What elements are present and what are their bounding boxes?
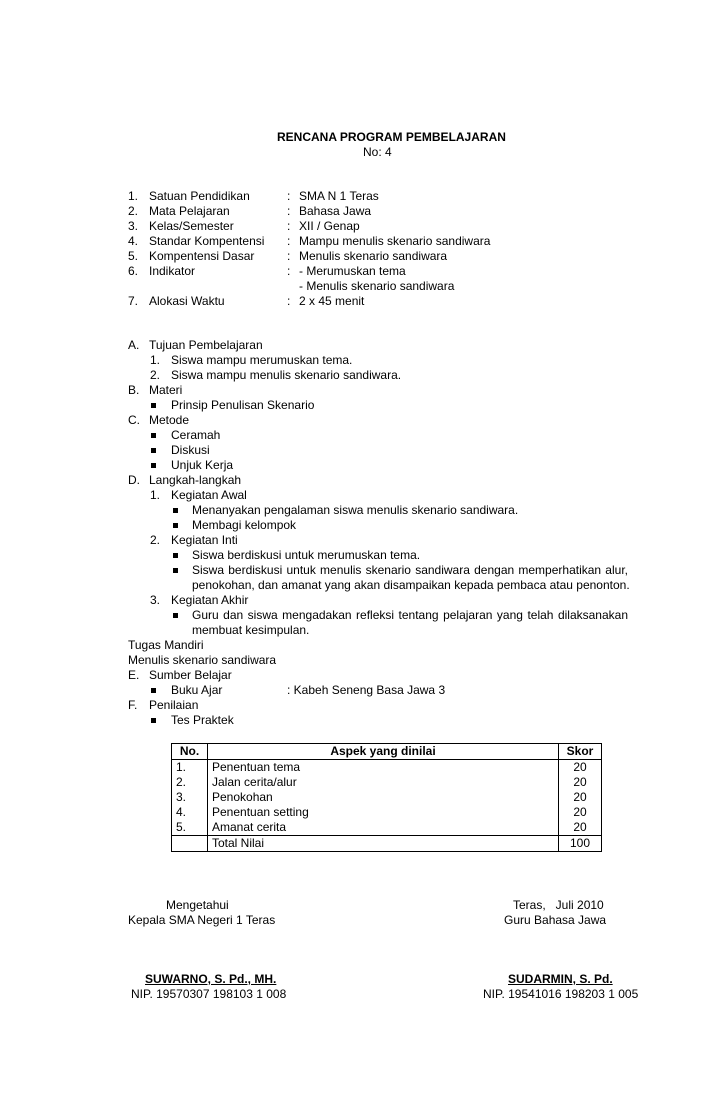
table-total-row	[172, 836, 602, 852]
list-item: Tes Praktek	[171, 713, 234, 727]
identity-value: Mampu menulis skenario sandiwara	[299, 234, 491, 248]
section-letter: D.	[128, 473, 140, 487]
signature-caption: Mengetahui	[166, 898, 229, 912]
cell-skor: 20	[559, 790, 602, 805]
identity-value: - Merumuskan tema	[299, 264, 406, 278]
identity-value: XII / Genap	[299, 219, 360, 233]
column-header: Aspek yang dinilai	[208, 744, 559, 760]
bullet-icon	[151, 448, 156, 453]
bullet-icon	[173, 508, 178, 513]
bullet-icon	[151, 688, 156, 693]
signature-nip: NIP. 19541016 198203 1 005	[483, 987, 639, 1001]
table-row	[172, 820, 602, 836]
cell-aspek: Penentuan setting	[208, 805, 559, 820]
step-number: 1.	[150, 488, 161, 502]
identity-num: 5.	[128, 249, 139, 263]
bullet-icon	[151, 718, 156, 723]
list-item: Buku Ajar	[171, 683, 223, 697]
signature-role: Guru Bahasa Jawa	[504, 913, 607, 927]
bullet-icon	[151, 433, 156, 438]
identity-num: 4.	[128, 234, 139, 248]
bullet-icon	[173, 523, 178, 528]
bullet-icon	[173, 553, 178, 558]
list-item: Guru dan siswa mengadakan refleksi tentang pelajaran yang telah dilaksanakan	[192, 608, 628, 622]
section-title: Metode	[149, 413, 190, 427]
document-title: RENCANA PROGRAM PEMBELAJARAN	[277, 130, 506, 144]
identity-sep: :	[287, 249, 291, 263]
list-item: Siswa mampu menulis skenario sandiwara.	[171, 368, 402, 382]
table-row	[172, 790, 602, 805]
cell-aspek: Amanat cerita	[208, 820, 559, 836]
cell-skor: 20	[559, 760, 602, 776]
identity-value: Bahasa Jawa	[299, 204, 372, 218]
cell-no	[172, 836, 208, 852]
cell-aspek: Penentuan tema	[208, 760, 559, 776]
table-row	[172, 805, 602, 820]
document-number: No: 4	[363, 145, 392, 159]
section-letter: A.	[128, 338, 140, 352]
identity-num: 3.	[128, 219, 139, 233]
column-header: No.	[172, 744, 208, 760]
identity-sep: :	[287, 204, 291, 218]
identity-value: 2 x 45 menit	[299, 294, 365, 308]
cell-no: 3.	[172, 790, 208, 805]
column-header: Skor	[559, 744, 602, 760]
list-item: Diskusi	[171, 443, 210, 457]
signature-place-date: Teras, Juli 2010	[513, 898, 604, 912]
bullet-icon	[151, 463, 156, 468]
section-letter: C.	[128, 413, 140, 427]
list-item: Prinsip Penulisan Skenario	[171, 398, 315, 412]
section-letter: F.	[128, 698, 138, 712]
tugas-text: Menulis skenario sandiwara	[128, 653, 277, 667]
list-item-continuation: membuat kesimpulan.	[192, 623, 310, 637]
step-number: 3.	[150, 593, 161, 607]
total-label: Total Nilai	[208, 836, 559, 852]
section-title: Sumber Belajar	[149, 668, 232, 682]
identity-label: Mata Pelajaran	[149, 204, 230, 218]
list-number: 2.	[150, 368, 161, 382]
identity-num: 7.	[128, 294, 139, 308]
table-header-row	[172, 744, 602, 760]
identity-sep: :	[287, 234, 291, 248]
section-letter: B.	[128, 383, 140, 397]
list-item: Siswa berdiskusi untuk merumuskan tema.	[192, 548, 421, 562]
list-item: Siswa berdiskusi untuk menulis skenario sandiwara dengan memperhatikan alur,	[192, 563, 628, 577]
section-title: Langkah-langkah	[149, 473, 242, 487]
step-title: Kegiatan Inti	[171, 533, 238, 547]
identity-label: Indikator	[149, 264, 196, 278]
list-item: Membagi kelompok	[192, 518, 297, 532]
table-row	[172, 775, 602, 790]
cell-no: 4.	[172, 805, 208, 820]
bullet-icon	[173, 613, 178, 618]
section-title: Materi	[149, 383, 183, 397]
cell-aspek: Jalan cerita/alur	[208, 775, 559, 790]
cell-skor: 20	[559, 775, 602, 790]
identity-sep: :	[287, 219, 291, 233]
step-title: Kegiatan Awal	[171, 488, 247, 502]
list-item-value: : Kabeh Seneng Basa Jawa 3	[287, 683, 446, 697]
identity-value: - Menulis skenario sandiwara	[299, 279, 455, 293]
identity-value: Menulis skenario sandiwara	[299, 249, 448, 263]
identity-sep: :	[287, 294, 291, 308]
signature-role: Kepala SMA Negeri 1 Teras	[128, 913, 276, 927]
cell-skor: 20	[559, 820, 602, 836]
list-item: Unjuk Kerja	[171, 458, 234, 472]
list-item: Ceramah	[171, 428, 221, 442]
section-title: Tujuan Pembelajaran	[149, 338, 263, 352]
identity-label: Standar Kompentensi	[149, 234, 265, 248]
list-item-continuation: penokohan, dan amanat yang akan disampaikan kepada pembaca atau penonton.	[192, 578, 630, 592]
list-number: 1.	[150, 353, 161, 367]
tugas-title: Tugas Mandiri	[128, 638, 204, 652]
identity-num: 2.	[128, 204, 139, 218]
identity-sep: :	[287, 189, 291, 203]
assessment-table	[171, 743, 602, 852]
list-item: Menanyakan pengalaman siswa menulis skenario sandiwara.	[192, 503, 519, 517]
signature-nip: NIP. 19570307 198103 1 008	[131, 987, 287, 1001]
identity-sep: :	[287, 264, 291, 278]
step-number: 2.	[150, 533, 161, 547]
table-row	[172, 760, 602, 776]
bullet-icon	[173, 568, 178, 573]
section-letter: E.	[128, 668, 140, 682]
cell-no: 2.	[172, 775, 208, 790]
cell-skor: 20	[559, 805, 602, 820]
identity-value: SMA N 1 Teras	[299, 189, 379, 203]
cell-aspek: Penokohan	[208, 790, 559, 805]
section-title: Penilaian	[149, 698, 199, 712]
bullet-icon	[151, 403, 156, 408]
signature-name: SUDARMIN, S. Pd.	[508, 972, 613, 986]
list-item: Siswa mampu merumuskan tema.	[171, 353, 353, 367]
identity-label: Satuan Pendidikan	[149, 189, 250, 203]
step-title: Kegiatan Akhir	[171, 593, 249, 607]
cell-no: 5.	[172, 820, 208, 836]
cell-no: 1.	[172, 760, 208, 776]
identity-num: 6.	[128, 264, 139, 278]
identity-num: 1.	[128, 189, 139, 203]
total-value: 100	[559, 836, 602, 852]
identity-label: Kompentensi Dasar	[149, 249, 255, 263]
identity-label: Alokasi Waktu	[149, 294, 225, 308]
identity-label: Kelas/Semester	[149, 219, 234, 233]
signature-name: SUWARNO, S. Pd., MH.	[145, 972, 277, 986]
